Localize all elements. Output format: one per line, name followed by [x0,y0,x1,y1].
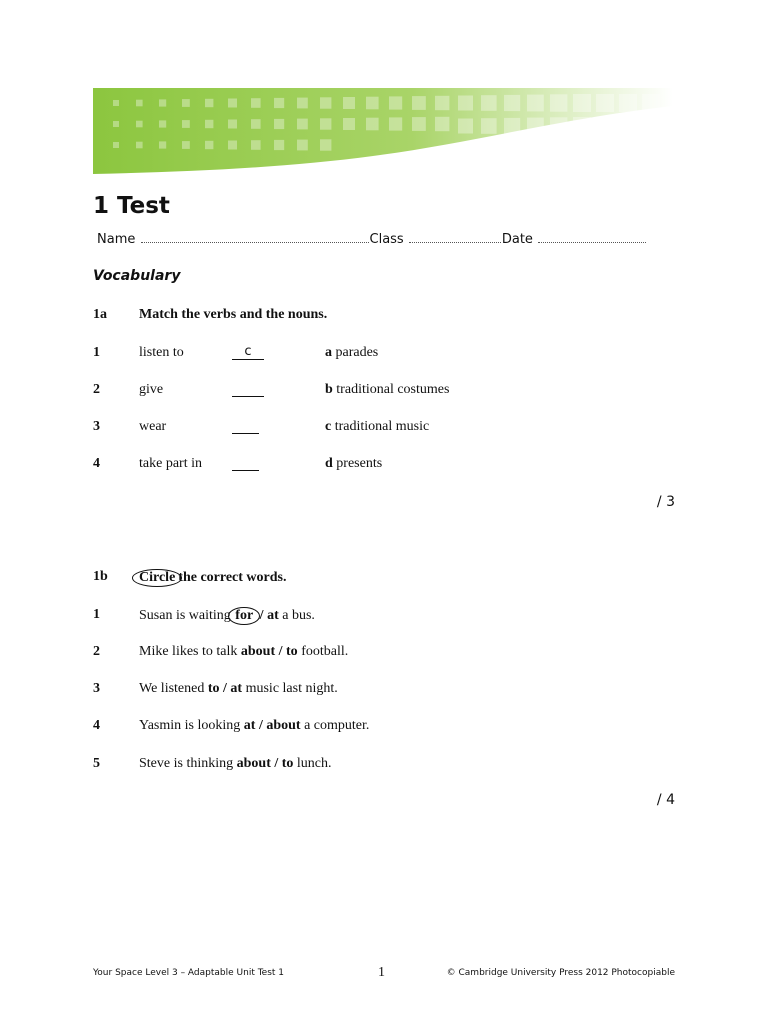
banner-square [228,99,237,108]
exercise-1a-number: 1a [93,307,107,322]
choice[interactable]: about [240,644,276,659]
banner-square [320,118,331,129]
verb: take part in [139,456,202,471]
banner-square [527,95,544,112]
banner-square [320,97,331,108]
banner-square [389,117,402,130]
banner-square [228,141,237,150]
sentence: Steve is thinking about / to lunch. [139,756,332,771]
score-1b: / 4 [656,792,675,808]
answer-blank[interactable] [232,382,264,397]
item-number: 2 [93,644,100,659]
header-banner [93,88,673,175]
banner-square [136,142,143,149]
choice[interactable]: about [236,756,271,771]
banner-square [182,120,190,128]
banner-square [366,97,379,110]
choice[interactable]: about [266,718,301,733]
date-field[interactable] [538,232,646,243]
banner-square [251,119,261,129]
student-info-row [97,232,647,247]
banner-square [619,94,637,112]
item-number: 3 [93,419,100,434]
banner-square [205,99,213,107]
banner-square [228,120,237,129]
answer-blank[interactable]: c [232,345,264,360]
exercise-1a-instruction: Match the verbs and the nouns. [139,307,328,322]
banner-square [205,141,213,149]
banner-square [159,120,166,127]
banner-square [573,94,591,112]
banner-square [412,96,426,110]
score-1a: / 3 [656,494,675,510]
answer-blank[interactable] [232,456,259,471]
banner-square [642,117,660,135]
item-number: 1 [93,345,100,360]
banner-square [435,96,449,110]
banner-square [136,100,143,107]
exercise-1b-instruction: Circle the correct words. [139,569,286,587]
answer-blank[interactable] [232,419,259,434]
class-field[interactable] [409,232,501,243]
banner-square [274,119,284,129]
sentence: Mike likes to talk about / to football. [139,644,349,659]
banner-square [159,99,166,106]
banner-square [136,121,143,128]
noun-option: c traditional music [325,419,430,434]
banner-square [389,96,402,109]
banner-square [504,95,520,111]
item-number: 4 [93,718,100,733]
banner-square [527,118,544,135]
choice[interactable]: at [243,718,256,733]
banner-square [481,95,497,111]
item-number: 3 [93,681,100,696]
banner-square [573,117,591,135]
banner-square [182,99,190,107]
choice[interactable]: to [281,756,294,771]
circled-word: Circle [132,569,182,587]
item-number: 5 [93,756,100,771]
item-number: 1 [93,607,100,622]
banner-square [297,119,308,130]
banner-square [435,117,449,131]
banner-square [320,139,331,150]
footer-title: Your Space Level 3 – Adaptable Unit Test 1 [93,968,285,978]
verb: listen to [139,345,184,360]
banner-square [274,98,284,108]
banner-square [366,118,379,131]
banner-square [504,118,520,134]
banner-square [550,94,567,111]
banner-square [182,141,190,149]
sentence: We listened to / at music last night. [139,681,338,696]
sentence: Susan is waiting for / at a bus. [139,608,315,623]
banner-square [596,94,614,112]
verb: wear [139,419,167,434]
circled-choice[interactable]: for [228,607,260,625]
banner-square [251,140,261,150]
class-label: Class [369,232,404,247]
banner-square [297,140,308,151]
banner-square [458,119,473,134]
footer-copyright: © Cambridge University Press 2012 Photocopiable [446,968,675,978]
verb: give [139,382,164,397]
page-title: 1 Test [93,193,170,219]
banner-square [113,142,119,148]
name-label: Name [97,232,136,247]
choice[interactable]: to [207,681,220,696]
banner-square [642,94,660,112]
banner-square [481,118,497,134]
noun-option: b traditional costumes [325,382,450,397]
item-number: 4 [93,456,100,471]
choice[interactable]: to [286,644,298,659]
section-heading: Vocabulary [93,268,181,284]
banner-square [458,96,473,111]
banner-square [113,121,119,127]
banner-square [159,141,166,148]
exercise-1b-number: 1b [93,569,108,584]
date-label: Date [501,232,533,247]
banner-square [596,117,614,135]
banner-square [274,140,284,150]
choice[interactable]: at [267,608,279,623]
name-field[interactable] [141,232,369,243]
banner-square [550,117,567,134]
banner-square [343,118,355,130]
noun-option: a parades [325,345,379,360]
page-number: 1 [378,965,385,980]
banner-square [297,98,308,109]
noun-option: d presents [325,456,383,471]
banner-square [205,120,213,128]
banner-square [619,117,637,135]
choice[interactable]: at [230,681,243,696]
banner-square [113,100,119,106]
item-number: 2 [93,382,100,397]
banner-square [251,98,261,108]
banner-square [343,97,355,109]
sentence: Yasmin is looking at / about a computer. [139,718,370,733]
banner-square [412,117,426,131]
